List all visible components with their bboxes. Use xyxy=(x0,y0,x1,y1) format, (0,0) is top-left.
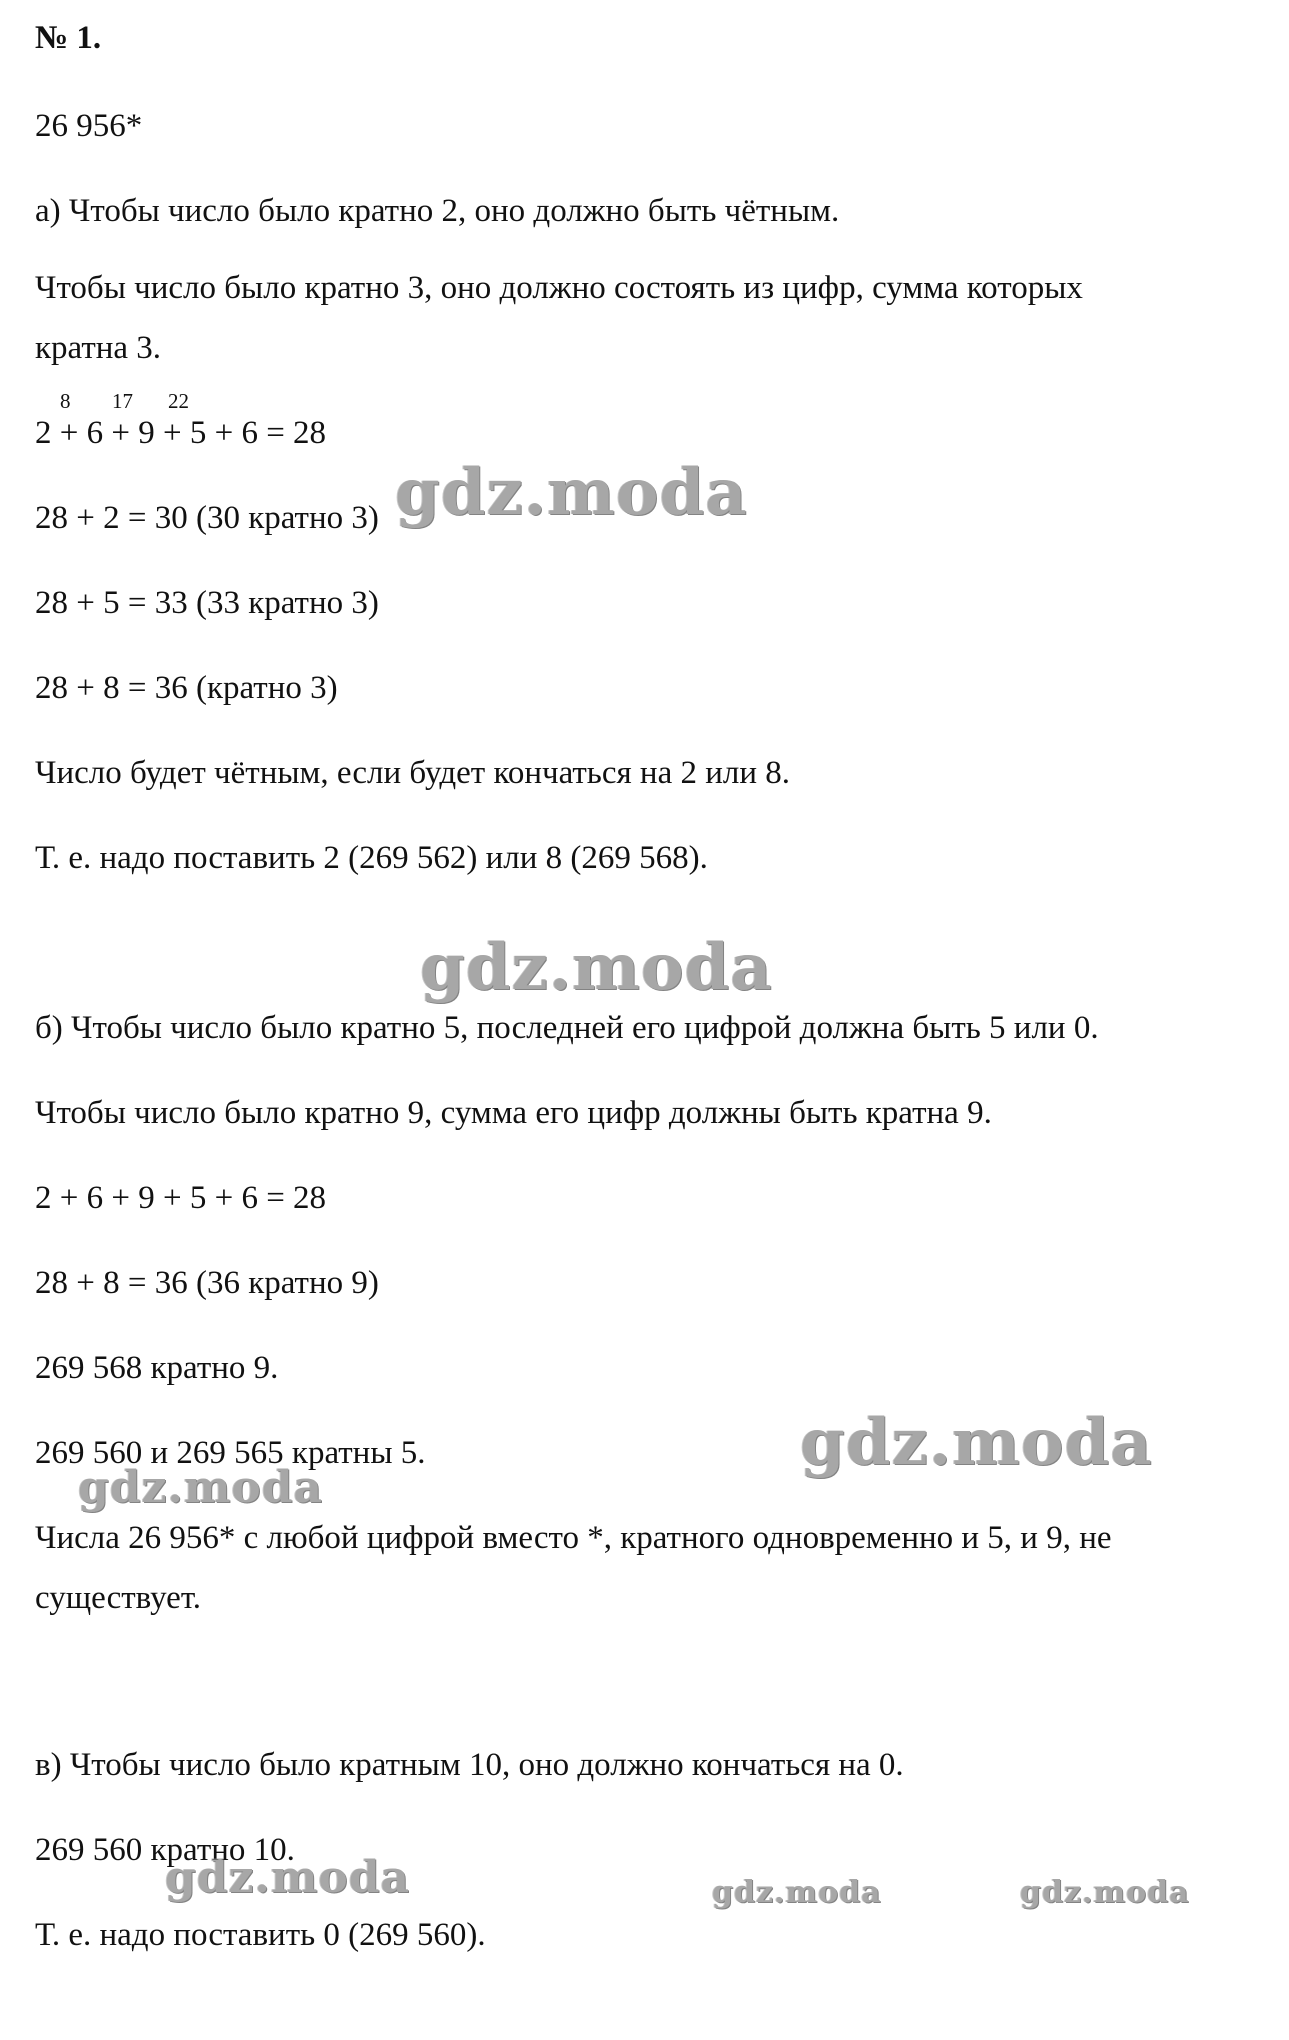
part-c-result: 269 560 кратно 10. xyxy=(35,1832,295,1868)
part-b-calc: 28 + 8 = 36 (36 кратно 9) xyxy=(35,1265,379,1301)
part-b-line-1: б) Чтобы число было кратно 5, последней его цифрой должна быть 5 или 0. xyxy=(35,1010,1099,1046)
watermark: gdz.moda xyxy=(1020,1875,1190,1910)
part-b-result-5: 269 560 и 269 565 кратны 5. xyxy=(35,1435,426,1471)
part-a-digit-sum: 2 + 6 + 9 + 5 + 6 = 28 xyxy=(35,415,327,451)
partial-sum-3: 22 xyxy=(168,389,189,413)
part-a-calc-2: 28 + 5 = 33 (33 кратно 3) xyxy=(35,585,379,621)
watermark: gdz.moda xyxy=(165,1852,411,1903)
part-b-conclusion-2: существует. xyxy=(35,1580,202,1616)
part-a-line-2: Чтобы число было кратно 3, оно должно состоять из цифр, сумма которых xyxy=(35,270,1083,306)
part-b-line-2: Чтобы число было кратно 9, сумма его цифр должны быть кратна 9. xyxy=(35,1095,992,1131)
part-a-calc-1: 28 + 2 = 30 (30 кратно 3) xyxy=(35,500,379,536)
problem-title: № 1. xyxy=(35,20,102,56)
watermark: gdz.moda xyxy=(78,1462,324,1513)
part-b-result-9: 269 568 кратно 9. xyxy=(35,1350,279,1386)
partial-sum-1: 8 xyxy=(60,389,71,413)
part-b-conclusion-1: Числа 26 956* с любой цифрой вместо *, кратного одновременно и 5, и 9, не xyxy=(35,1520,1112,1556)
problem-number: 26 956* xyxy=(35,108,143,144)
part-a-calc-3: 28 + 8 = 36 (кратно 3) xyxy=(35,670,338,706)
part-c-answer: Т. е. надо поставить 0 (269 560). xyxy=(35,1917,486,1953)
watermark: gdz.moda xyxy=(712,1875,882,1910)
watermark: gdz.moda xyxy=(420,930,773,1005)
part-a-line-3: кратна 3. xyxy=(35,330,162,366)
partial-sum-2: 17 xyxy=(112,389,133,413)
part-c-line-1: в) Чтобы число было кратным 10, оно должно кончаться на 0. xyxy=(35,1747,904,1783)
part-a-line-1: а) Чтобы число было кратно 2, оно должно быть чётным. xyxy=(35,193,840,229)
part-b-digit-sum: 2 + 6 + 9 + 5 + 6 = 28 xyxy=(35,1180,327,1216)
watermark: gdz.moda xyxy=(395,455,748,530)
watermark: gdz.moda xyxy=(800,1405,1153,1480)
part-a-answer: Т. е. надо поставить 2 (269 562) или 8 (269 568). xyxy=(35,840,708,876)
part-a-even-note: Число будет чётным, если будет кончаться на 2 или 8. xyxy=(35,755,791,791)
